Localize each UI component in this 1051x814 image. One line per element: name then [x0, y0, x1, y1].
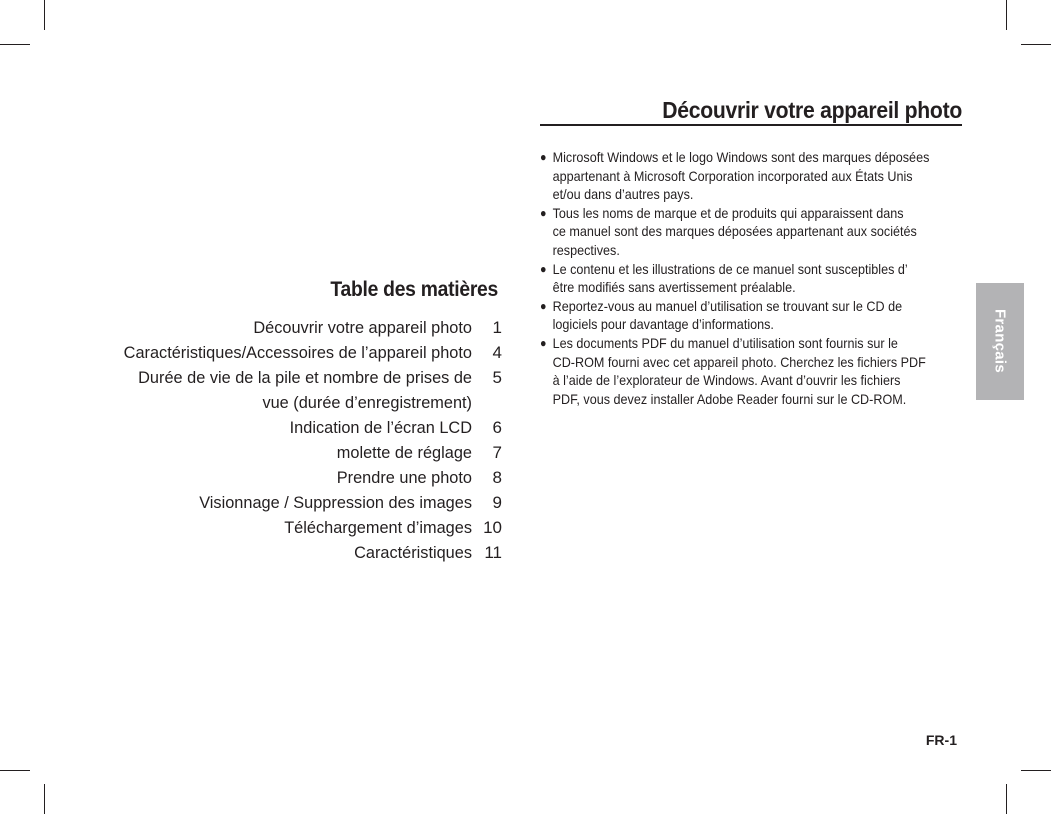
section-title-rule: [540, 124, 962, 126]
crop-mark: [0, 44, 30, 45]
crop-mark: [1021, 44, 1051, 45]
language-tab-label: Français: [991, 308, 1009, 374]
toc-entry-label: molette de réglage: [336, 443, 472, 462]
note-line: Tous les noms de marque et de produits qui apparaissent dans: [552, 204, 904, 221]
crop-mark: [44, 784, 45, 814]
table-of-contents: [100, 315, 502, 565]
toc-entry-label: Indication de l’écran LCD: [289, 418, 472, 437]
note-line: Le contenu et les illustrations de ce manuel sont susceptibles d’: [552, 260, 908, 277]
toc-entry-page: 4: [492, 343, 502, 362]
toc-entry[interactable]: [100, 515, 502, 540]
bullet-icon: ●: [540, 205, 547, 220]
bullet-icon: ●: [540, 335, 547, 350]
page-number: FR-1: [925, 732, 957, 748]
note-line: être modifiés sans avertissement préalable.: [552, 279, 796, 296]
note-line: PDF, vous devez installer Adobe Reader fourni sur le CD-ROM.: [552, 390, 907, 407]
bullet-icon: ●: [540, 298, 547, 313]
toc-entry[interactable]: [100, 340, 502, 365]
language-tab[interactable]: [976, 283, 1024, 400]
note-line: Microsoft Windows et le logo Windows sont des marques déposées: [552, 149, 930, 165]
note-line: à l’aide de l’explorateur de Windows. Avant d’ouvrir les fichiers: [552, 372, 901, 389]
note-item: [540, 334, 976, 408]
toc-entry[interactable]: [100, 490, 502, 515]
toc-entry-page: 6: [492, 418, 502, 437]
note-line: ce manuel sont des marques déposées appartenant aux sociétés: [552, 223, 917, 240]
toc-entry-label: Durée de vie de la pile et nombre de prises de: [138, 368, 472, 387]
toc-title: Table des matières: [330, 278, 498, 301]
crop-mark: [0, 770, 30, 771]
toc-entry-page: 11: [484, 543, 502, 562]
note-line: respectives.: [552, 241, 620, 258]
notes-list: [540, 148, 965, 408]
toc-entry[interactable]: [100, 465, 502, 490]
toc-entry-label: Caractéristiques/Accessoires de l’appareil photo: [123, 343, 473, 362]
toc-entry-continuation[interactable]: [100, 390, 502, 415]
toc-entry[interactable]: [100, 315, 502, 340]
toc-entry-label: Découvrir votre appareil photo: [253, 318, 472, 337]
crop-mark: [44, 0, 45, 30]
toc-entry-page: 7: [492, 443, 502, 462]
toc-entry[interactable]: [100, 540, 502, 565]
toc-entry[interactable]: [100, 440, 502, 465]
toc-entry-page: 8: [492, 468, 502, 487]
toc-entry-label: Téléchargement d’images: [284, 518, 472, 537]
crop-mark: [1006, 0, 1007, 30]
note-line: logiciels pour davantage d’informations.: [552, 316, 774, 333]
toc-entry-label: vue (durée d’enregistrement): [262, 393, 472, 412]
section-title: Découvrir votre appareil photo: [662, 97, 962, 123]
note-item: [540, 297, 976, 334]
bullet-icon: ●: [540, 150, 547, 164]
note-line: CD-ROM fourni avec cet appareil photo. Cherchez les fichiers PDF: [552, 353, 926, 370]
toc-entry[interactable]: [100, 415, 502, 440]
note-line: Reportez-vous au manuel d’utilisation se trouvant sur le CD de: [552, 297, 903, 314]
toc-entry-page: 10: [483, 518, 502, 537]
note-item: [540, 260, 976, 297]
note-line: appartenant à Microsoft Corporation incorporated aux États Unis: [552, 167, 913, 184]
toc-entry-page: 5: [492, 368, 502, 387]
note-line: Les documents PDF du manuel d’utilisation sont fournis sur le: [552, 334, 898, 351]
note-item: [540, 148, 976, 204]
crop-mark: [1006, 784, 1007, 814]
toc-entry[interactable]: [100, 365, 502, 390]
note-item: [540, 204, 976, 260]
toc-entry-label: Visionnage / Suppression des images: [199, 493, 472, 512]
toc-entry-page: 9: [492, 493, 502, 512]
crop-mark: [1021, 770, 1051, 771]
bullet-icon: ●: [540, 261, 547, 276]
note-line: et/ou dans d’autres pays.: [552, 186, 694, 203]
toc-entry-page: 1: [492, 318, 502, 337]
toc-entry-label: Caractéristiques: [354, 543, 472, 562]
toc-entry-label: Prendre une photo: [336, 468, 472, 487]
